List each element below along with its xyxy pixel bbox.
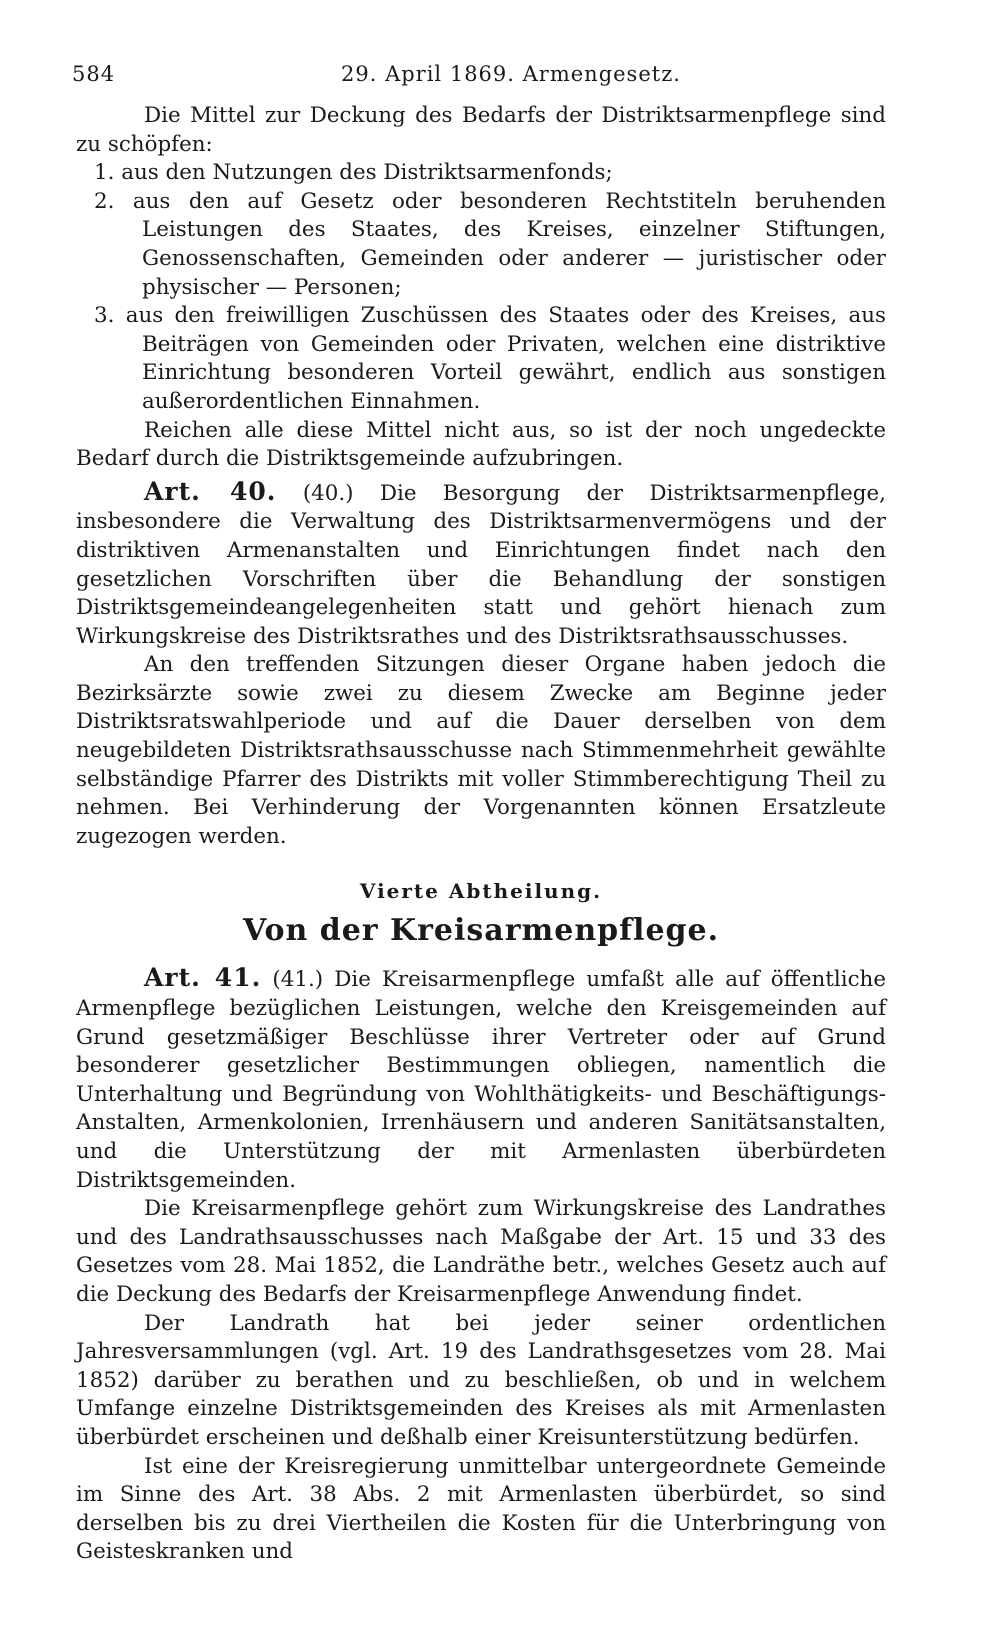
article-40-ref: (40.) xyxy=(302,480,354,506)
page-header xyxy=(72,62,886,102)
article-41-label: Art. 41. xyxy=(144,963,262,993)
article-41-para-4: Ist eine der Kreisregierung unmittelbar untergeordnete Gemeinde im Sinne des Art. 38 Abs. 2 mit Armenlasten überbürdet, so sind derselben bis zu drei Viertheilen die Kosten für die Unterbringung von Geisteskranken und xyxy=(76,1453,886,1565)
article-40 xyxy=(76,478,886,652)
running-title: 29. April 1869. Armengesetz. xyxy=(341,62,681,86)
article-41 xyxy=(76,964,886,1195)
article-41-text: Die Kreisarmenpflege umfaßt alle auf öffentliche Armenpflege bezüglichen Leistungen, welche den Kreisgemeinden auf Grund gesetzmäßiger Beschlüsse ihrer Vertreter oder auf Grund besonderer gesetzlicher Bestimmungen obliegen, namentlich die Unterhaltung und Begründung von Wohlthätigkeits- und Beschäftigungs-Anstalten, Armenkolonien, Irrenhäusern und anderen Sanitätsanstalten, und die Unterstützung der mit Armenlasten überbürdeten Distriktsgemeinden. xyxy=(76,967,886,1193)
intro-lead: Die Mittel zur Deckung des Bedarfs der Distriktsarmenpflege sind zu schöpfen: xyxy=(76,103,886,157)
section-title: Von der Kreisarmenpflege. xyxy=(242,913,720,949)
page xyxy=(72,62,886,1567)
intro-item-3: 3. aus den freiwilligen Zuschüssen des Staates oder des Kreises, aus Beiträgen von Gemeinden oder Privaten, welchen eine distriktive Einrichtung besonderen Vorteil gewährt, endlich aus sonstigen außerordentlichen Einnahmen. xyxy=(94,303,886,414)
section-subtitle: Vierte Abtheilung. xyxy=(359,879,603,904)
intro-closing: Reichen alle diese Mittel nicht aus, so ist der noch ungedeckte Bedarf durch die Distriktsgemeinde aufzubringen. xyxy=(76,417,886,472)
article-41-para-2: Die Kreisarmenpflege gehört zum Wirkungskreise des Landrathes und des Landrathsausschusses nach Maßgabe der Art. 15 und 33 des Gesetzes vom 28. Mai 1852, die Landräthe betr., welches Gesetz auch auf die Deckung des Bedarfs der Kreisarmenpflege Anwendung findet. xyxy=(76,1196,886,1307)
article-40-label: Art. 40. xyxy=(144,476,277,506)
article-41-para-3: Der Landrath hat bei jeder seiner ordentlichen Jahresversammlungen (vgl. Art. 19 des Landrathsgesetzes vom 28. Mai 1852) darüber zu berathen und zu beschließen, ob und in welchem Umfange einzelne Distriktsgemeinden des Kreises als mit Armenlasten überbürdet erscheinen und deßhalb einer Kreisunterstützung bedürfen. xyxy=(76,1310,886,1450)
intro-item-1: 1. aus den Nutzungen des Distriktsarmenfonds; xyxy=(94,160,613,186)
page-number: 584 xyxy=(72,62,116,86)
article-40-text: Die Besorgung der Distriktsarmenpflege, insbesondere die Verwaltung des Distriktsarmenvermögens und der distriktiven Armenanstalten und Einrichtungen findet nach den gesetzlichen Vorschriften über die Behandlung der sonstigen Distriktsgemeindeangelegenheiten statt und gehört hienach zum Wirkungskreise des Distriktsrathes und des Distriktsrathsausschusses. xyxy=(76,480,886,649)
article-40-para-2: An den treffenden Sitzungen dieser Organe haben jedoch die Bezirksärzte sowie zwei zu diesem Zwecke am Beginne jeder Distriktsratswahlperiode und auf die Dauer derselben von dem neugebildeten Distriktsrathsausschusse nach Stimmenmehrheit gewählte selbständige Pfarrer des Distrikts mit voller Stimmberechtigung Theil zu nehmen. Bei Verhinderung der Vorgenannten können Ersatzleute zugezogen werden. xyxy=(76,652,886,849)
article-41-ref: (41.) xyxy=(272,967,324,993)
intro-item-2: 2. aus den auf Gesetz oder besonderen Rechtstiteln beruhenden Leistungen des Staates, des Kreises, einzelner Stiftungen, Genossenschaften, Gemeinden oder anderer — juristischer oder physischer — Personen; xyxy=(94,188,886,300)
